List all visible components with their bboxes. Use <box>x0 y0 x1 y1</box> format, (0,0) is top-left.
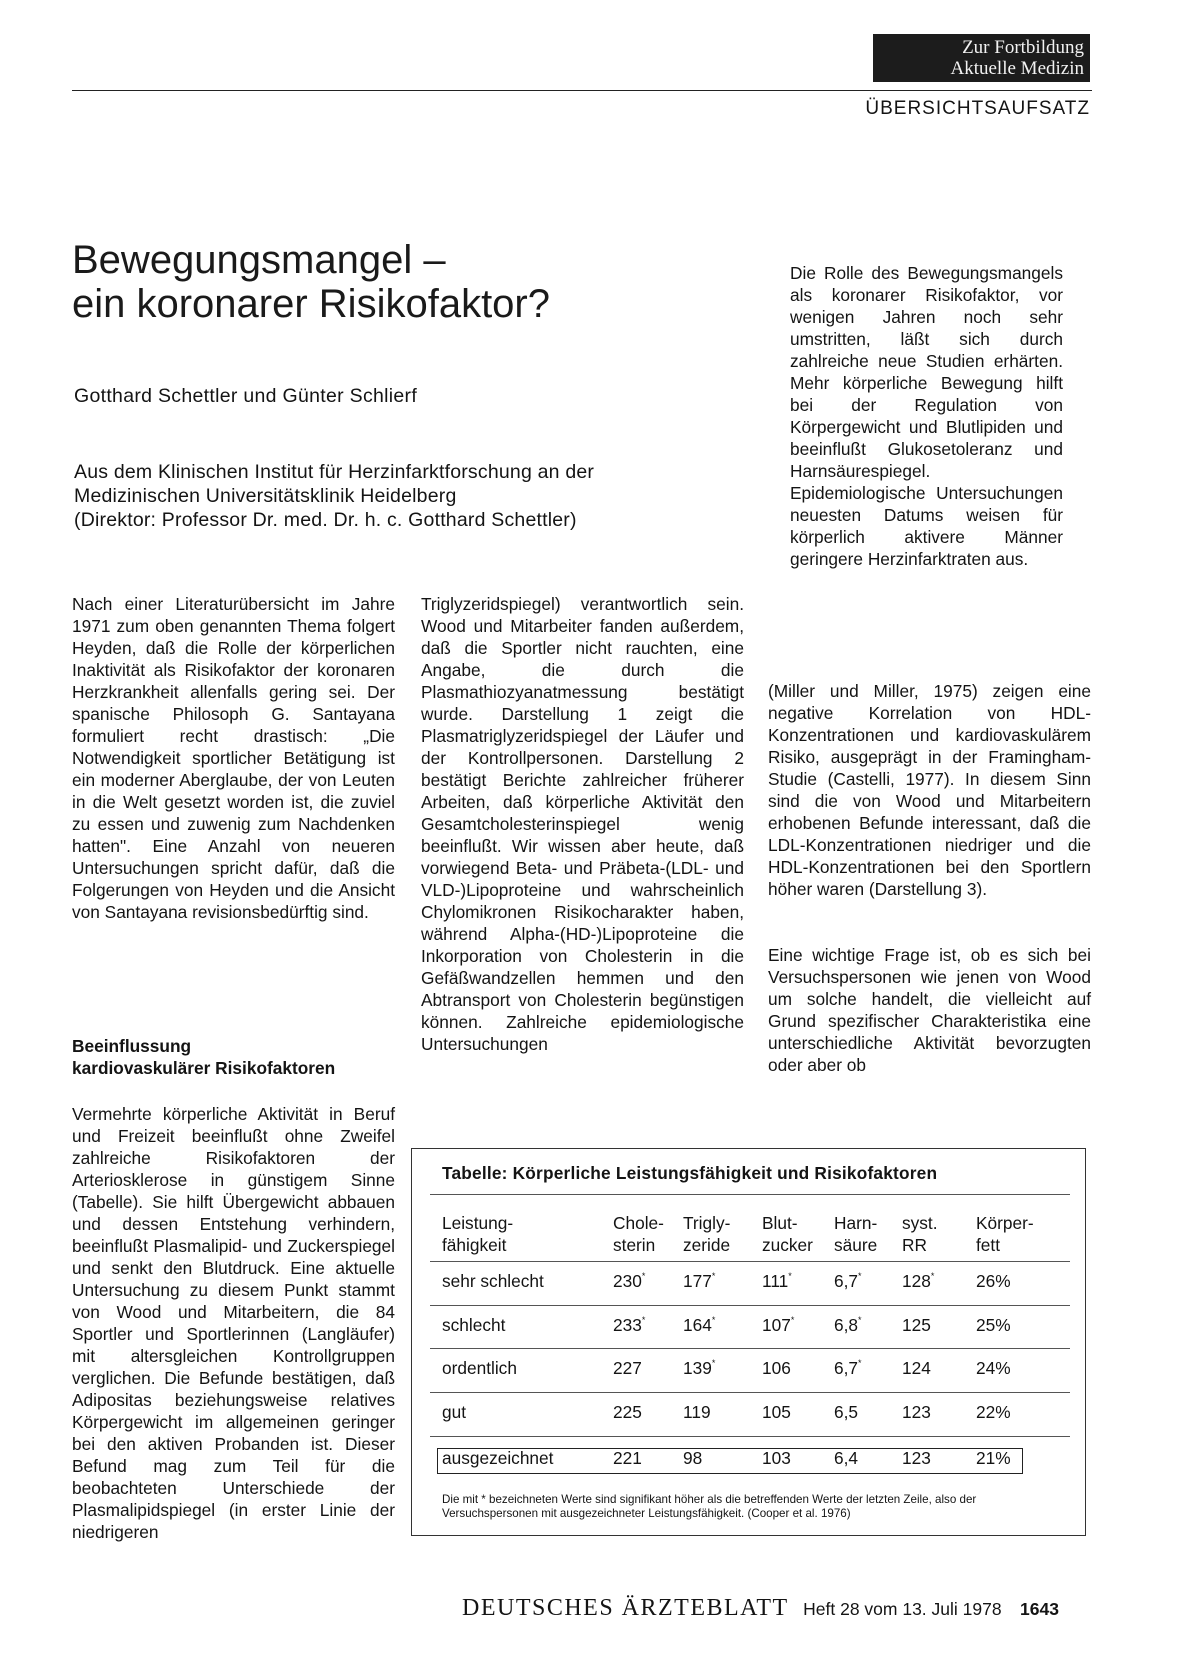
table-cell <box>613 1357 642 1379</box>
column-header-line-1: Körper- <box>976 1213 1034 1233</box>
affiliation-line-2: Medizinischen Universitätsklinik Heidelberg <box>74 485 457 507</box>
cell-value: 21% <box>976 1448 1011 1468</box>
article-title <box>72 238 550 326</box>
cell-value: 119 <box>683 1402 711 1422</box>
cell-value: schlecht <box>442 1315 506 1335</box>
table-column-header <box>902 1212 938 1256</box>
table-row-rule <box>430 1392 1070 1393</box>
section-subheading <box>72 1035 335 1079</box>
column-header-line-2: zeride <box>683 1235 731 1255</box>
cell-value: ordentlich <box>442 1358 517 1378</box>
table-row-label <box>442 1270 544 1292</box>
table-cell <box>762 1314 794 1336</box>
header-rule <box>72 90 1092 91</box>
cell-value: 6,8 <box>834 1315 859 1335</box>
badge-line-2: Aktuelle Medizin <box>950 58 1084 79</box>
significance-marker: * <box>790 1315 795 1325</box>
significance-marker: * <box>858 1358 862 1368</box>
table-cell <box>613 1314 645 1336</box>
article-abstract: Die Rolle des Bewegungsmangels als koronarer Risikofaktor, vor wenigen Jahren noch sehr umstritten, läßt sich durch zahlreiche neue Studien erhärten. Mehr körperliche Bewegung hilft bei der Regulation von Körpergewicht und Blutlipiden und beeinflußt Glukosetoleranz und Harnsäurespiegel. Epidemiologische Untersuchungen neuesten Datums weisen für körperlich aktivere Männer geringere Herzinfarktraten aus. <box>790 263 1063 569</box>
table-cell <box>683 1270 715 1292</box>
table-cell <box>683 1357 715 1379</box>
cell-value: 98 <box>683 1448 703 1468</box>
cell-value: 6,7 <box>834 1271 859 1291</box>
significance-marker: * <box>641 1315 646 1325</box>
significance-marker: * <box>930 1271 935 1281</box>
cell-value: 26% <box>976 1271 1011 1291</box>
cell-value: 106 <box>762 1358 791 1378</box>
cell-value: 139 <box>683 1358 712 1378</box>
table-cell <box>762 1357 791 1379</box>
table-cell <box>834 1270 862 1292</box>
cell-value: 227 <box>613 1358 642 1378</box>
body-column-middle <box>421 593 744 1055</box>
table-column-header <box>683 1212 730 1256</box>
cell-value: 111 <box>762 1271 789 1291</box>
title-line-1: Bewegungsmangel – <box>72 238 446 282</box>
cell-value: gut <box>442 1402 467 1422</box>
cell-value: 225 <box>613 1402 642 1422</box>
paragraph-middle: Triglyzeridspiegel) verantwortlich sein. Wood und Mitarbeiter fanden außerdem, daß die Sportler nicht rauchten, eine Angabe, die durch die Plasmathiozyanatmessung bestätigt wurde. Darstellung 1 zeigt die Plasmatriglyzeridspiegel der Läufer und der Kontrollpersonen. Darstellung 2 bestätigt Berichte zahlreicher früherer Arbeiten, daß körperliche Aktivität den Gesamtcholesterinspiegel wenig beeinflußt. Wir wissen aber heute, daß vorwiegend Beta- und Präbeta-(LDL- und VLD-)Lipoproteine und wahrscheinlich Chylomikronen Risikocharakter haben, während Alpha-(HD-)Lipoproteine die Inkorporation von Cholesterin in die Gefäßwandzellen hemmen und den Abtransport von Cholesterin begünstigen können. Zahlreiche epidemiologische Untersuchungen <box>421 594 744 1054</box>
table-row-rule <box>430 1436 1070 1437</box>
table-cell <box>613 1270 645 1292</box>
table-cell <box>613 1401 642 1423</box>
table-title: Tabelle: Körperliche Leistungsfähigkeit und Risikofaktoren <box>442 1163 938 1183</box>
cell-value: 24% <box>976 1358 1011 1378</box>
column-header-line-1: Chole- <box>613 1213 664 1233</box>
section-label: ÜBERSICHTSAUFSATZ <box>865 98 1090 119</box>
title-line-2: ein koronarer Risikofaktor? <box>72 282 550 326</box>
publication-name: DEUTSCHES ÄRZTEBLATT <box>462 1595 789 1621</box>
cell-value: 230 <box>613 1271 642 1291</box>
cell-value: 6,5 <box>834 1402 859 1422</box>
column-header-line-2: säure <box>834 1235 878 1255</box>
table-cell <box>834 1401 858 1423</box>
significance-marker: * <box>711 1358 716 1368</box>
cell-value: 123 <box>902 1448 931 1468</box>
table-cell <box>762 1401 791 1423</box>
cell-value: 105 <box>762 1402 791 1422</box>
paragraph-left-2: Vermehrte körperliche Aktivität in Beruf und Freizeit beeinflußt ohne Zweifel zahlreiche Risikofaktoren der Arteriosklerose in günstigem Sinne (Tabelle). Sie hilft Übergewicht abbauen und dessen Entstehung verhindern, beeinflußt Plasmalipid- und Zuckerspiegel und senkt den Blutdruck. Eine aktuelle Untersuchung zu diesem Punkt stammt von Wood und Mitarbeitern, die 84 Sportler und Sportlerinnen (Langläufer) mit altersgleichen Kontrollgruppen verglichen. Die Befunde bestätigen, daß Adipositas beziehungsweise relatives Körpergewicht im allgemeinen geringer bei den aktiven Probanden ist. Dieser Befund mag zum Teil für die beobachteten Unterschiede der Plasmalipidspiegel (in erster Linie der niedrigeren <box>72 1104 395 1542</box>
cell-value: 6,4 <box>834 1448 859 1468</box>
table-row-rule <box>430 1261 1070 1262</box>
table-column-header <box>613 1212 664 1256</box>
section-badge <box>873 34 1090 82</box>
table-title-rule <box>430 1194 1070 1195</box>
table-row-rule <box>430 1348 1070 1349</box>
article-authors: Gotthard Schettler und Günter Schlierf <box>74 385 418 407</box>
cell-value: 125 <box>902 1315 931 1335</box>
cell-value: 221 <box>613 1448 642 1468</box>
table-column-header <box>442 1212 513 1256</box>
cell-value: 128 <box>902 1271 931 1291</box>
significance-marker: * <box>711 1271 716 1281</box>
badge-line-1: Zur Fortbildung <box>962 37 1084 58</box>
cell-value: 123 <box>902 1402 931 1422</box>
table-row-label <box>442 1314 505 1336</box>
table-cell <box>683 1314 715 1336</box>
table-cell <box>902 1270 934 1292</box>
significance-marker: * <box>858 1315 862 1325</box>
table-cell <box>762 1270 792 1292</box>
table-cell <box>976 1270 1011 1292</box>
column-header-line-1: Harn- <box>834 1213 878 1233</box>
page-footer <box>462 1595 1059 1622</box>
body-paragraph-left-2 <box>72 1103 395 1543</box>
body-paragraph-right-2 <box>768 944 1091 1076</box>
subheading-line-1: Beeinflussung <box>72 1036 192 1056</box>
table-cell <box>834 1357 862 1379</box>
table-cell <box>902 1314 931 1336</box>
cell-value: 107 <box>762 1315 791 1335</box>
cell-value: 233 <box>613 1315 642 1335</box>
subheading-line-2: kardiovaskulärer Risikofaktoren <box>72 1058 336 1078</box>
cell-value: 22% <box>976 1402 1011 1422</box>
cell-value: sehr schlecht <box>442 1271 544 1291</box>
table-column-header <box>834 1212 877 1256</box>
column-header-line-1: syst. <box>902 1213 938 1233</box>
table-footnote: Die mit * bezeichneten Werte sind signifikant höher als die betreffenden Werte der letzten Zeile, also der Versuchspersonen mit ausgezeichneter Leistungsfähigkeit. (Cooper et al. 1976) <box>442 1493 977 1520</box>
column-header-line-1: Blut- <box>762 1213 798 1233</box>
table-row-label <box>442 1357 517 1379</box>
column-header-line-1: Trigly- <box>683 1213 731 1233</box>
table-cell <box>976 1401 1011 1423</box>
paragraph-right-1: (Miller und Miller, 1975) zeigen eine negative Korrelation von HDL-Konzentrationen und kardiovaskulärem Risiko, ausgeprägt in der Framingham-Studie (Castelli, 1977). In diesem Sinn sind die von Wood und Mitarbeitern erhobenen Befunde interessant, daß die LDL-Konzentrationen niedriger und die HDL-Konzentrationen bei den Sportlern höher waren (Darstellung 3). <box>768 681 1091 899</box>
table-cell <box>902 1357 931 1379</box>
column-header-line-2: fett <box>976 1235 1001 1255</box>
table-cell <box>834 1314 862 1336</box>
paragraph-right-2: Eine wichtige Frage ist, ob es sich bei Versuchspersonen wie jenen von Wood um solche handelt, die vielleicht auf Grund spezifischer Charakteristika eine unterschiedliche Aktivität bevorzugten oder aber ob <box>768 945 1091 1075</box>
cell-value: 164 <box>683 1315 712 1335</box>
cell-value: 25% <box>976 1315 1011 1335</box>
affiliation-line-1: Aus dem Klinischen Institut für Herzinfarktforschung an der <box>74 461 595 483</box>
significance-marker: * <box>711 1315 716 1325</box>
cell-value: 124 <box>902 1358 931 1378</box>
column-header-line-2: sterin <box>613 1235 656 1255</box>
risk-factor-table-frame <box>411 1148 1086 1536</box>
cell-value: 177 <box>683 1271 712 1291</box>
page-number: 1643 <box>1020 1599 1059 1619</box>
article-affiliation <box>74 460 594 532</box>
table-row-rule <box>430 1305 1070 1306</box>
paragraph-intro: Nach einer Literaturübersicht im Jahre 1971 zum oben genannten Thema folgert Heyden, daß die Rolle der körperlichen Inaktivität als Risikofaktor der koronaren Herzkrankheit allenfalls gering sei. Der spanische Philosoph G. Santayana formuliert recht drastisch: „Die Notwendigkeit sportlicher Betätigung ist ein moderner Aberglaube, der von Leuten in die Welt gesetzt worden ist, die zuviel zu essen und zuwenig zum Nachdenken hatten". Eine Anzahl von neueren Untersuchungen spricht dafür, daß die Folgerungen von Heyden und die Ansicht von Santayana revisionsbedürftig sind. <box>72 594 395 922</box>
column-header-line-1: Leistung- <box>442 1213 514 1233</box>
body-paragraph-right-1 <box>768 680 1091 900</box>
column-header-line-2: zucker <box>762 1235 813 1255</box>
cell-value: 6,7 <box>834 1358 859 1378</box>
issue-info: Heft 28 vom 13. Juli 1978 <box>803 1599 1002 1619</box>
table-cell <box>683 1401 711 1423</box>
cell-value: ausgezeichnet <box>442 1448 554 1468</box>
affiliation-line-3: (Direktor: Professor Dr. med. Dr. h. c. Gotthard Schettler) <box>74 509 577 531</box>
table-row-label <box>442 1401 466 1423</box>
table-cell <box>976 1357 1011 1379</box>
significance-marker: * <box>788 1271 792 1281</box>
body-paragraph-intro <box>72 593 395 923</box>
table-cell <box>976 1314 1011 1336</box>
table-cell <box>902 1401 931 1423</box>
significance-marker: * <box>858 1271 862 1281</box>
column-header-line-2: fähigkeit <box>442 1235 507 1255</box>
significance-marker: * <box>641 1271 646 1281</box>
column-header-line-2: RR <box>902 1235 927 1255</box>
table-column-header <box>976 1212 1034 1256</box>
table-column-header <box>762 1212 813 1256</box>
highlighted-row-box <box>437 1448 1023 1474</box>
cell-value: 103 <box>762 1448 791 1468</box>
